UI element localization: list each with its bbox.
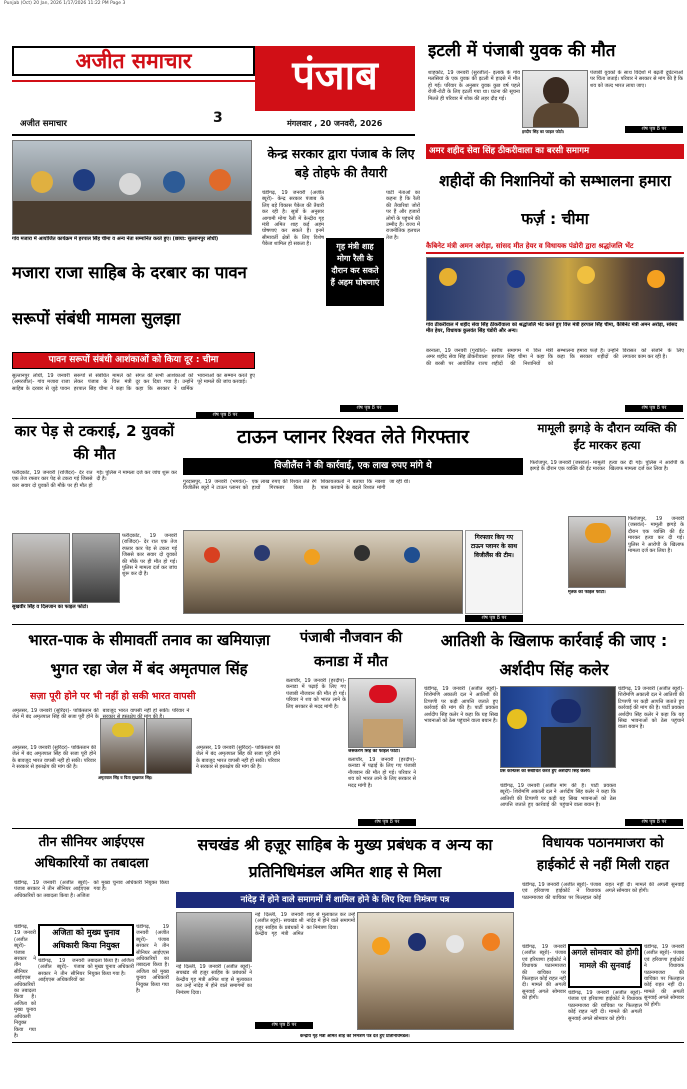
hazur-photo-main [357,912,514,1030]
ias-body-2: चंडीगढ़, 19 जनवरी (अजीत ब्यूरो)- पंजाब सरकार ने तीन सीनियर आईएएस अधिकारियों का तबादला किया है। अजिता को मुख्य चुनाव अधिकारी नियुक्त किया गया है। [14,924,36,1039]
vidhayak-body-4: चंडीगढ़, 19 जनवरी (अजीत ब्यूरो)- पंजाब एवं हरियाणा हाईकोर्ट ने विधायक पठानमाजरा की याचिका पर फिलहाल कोई राहत नहीं दी। मामले की अगली सुनवाई अगले सोमवार को होगी। [568,990,642,1022]
vidhayak-headline: विधायक पठानमाजरा को हाईकोर्ट से नहीं मिली राहत [536,835,670,873]
canada-continued: शेष पृष्ठ 8 पर [358,819,416,826]
canada-headline: पंजाबी नौजवान की कनाडा में मौत [299,630,403,670]
shahid-photo-caption: गांव ठीकरीवाल में शहीद सेवा सिंह ठीकरीवाला को श्रद्धांजलि भेंट करते हुए वित्त मंत्री हरपाल सिंह चीमा, कैबिनेट मंत्री अमन अरोड़ा, सांसद मीत हेयर, विधायक कुलवंत सिंह पंडोरी और अन्य। [426,322,678,334]
page-bottom-rule [12,1042,684,1043]
car-headline: कार पेड़ से टकराई, 2 युवकों की मौत [14,422,175,463]
hazur-photo-left [176,912,252,962]
row-rule-1 [12,418,684,419]
shahid-body: बरनाला, 19 जनवरी (गुरप्रीत)- अमर शहीद सेवा सिंह ठीकरीवाला की बरसी पर आयोजित राज्य स्तरीय समागम में वित्त मंत्री हरपाल सिंह चीमा ने कहा कि शहीदों की निशानियों को सम्भालना हमारा फर्ज़ है। उन्होंने कहा कि सरकार शहीदों की विरासत को संजोने के लिए लगातार काम कर रही है। [426,348,684,367]
masthead-bottom-rule [12,134,415,136]
atishi-body: चंडीगढ़, 19 जनवरी (अजीत ब्यूरो)- शिरोमणि अकाली दल ने आतिशी की टिप्पणी पर कड़ी आपत्ति जताते हुए कार्रवाई की मांग की है। पार्टी प्रवक्ता अर्शदीप सिंह कलेर ने कहा कि यह सिख भावनाओं को ठेस पहुंचाने वाला बयान है। [424,686,498,725]
row-rule-2 [12,624,684,625]
bharat-body-3: अमृतसर, 19 जनवरी (सुरिंदर)- पाकिस्तान की जेल में बंद अमृतपाल सिंह की सजा पूरी होने के बावजूद भारत वापसी नहीं हो सकी। परिवार ने सरकार से हस्तक्षेप की मांग की है। [196,745,280,771]
italy-headline: इटली में पंजाबी युवक की मौत [428,41,616,61]
vidhayak-body-2: चंडीगढ़, 19 जनवरी (अजीत ब्यूरो)- पंजाब एवं हरियाणा हाईकोर्ट ने विधायक पठानमाजरा की याचिका पर फिलहाल कोई राहत नहीं दी। मामले की अगली सुनवाई अगले सोमवार को होगी। [522,944,566,1002]
vidhayak-body: चंडीगढ़, 19 जनवरी (अजीत ब्यूरो)- पंजाब एवं हरियाणा हाईकोर्ट ने विधायक पठानमाजरा की याचिका पर फिलहाल कोई राहत नहीं दी। मामले की अगली सुनवाई अगले सोमवार को होगी। [522,882,684,901]
masthead-sub-brand: अजीत समाचार [20,119,67,129]
kendra-body-right: पार्टी नेताओं का कहना है कि रैली की तैयारियां जोरों पर हैं और हजारों लोगों के पहुंचने की उम्मीद है। राज्य में राजनीतिक हलचल तेज है। [386,190,420,241]
masthead-section-title: पंजाब [292,52,378,99]
hazur-body-2: नई दिल्ली, 19 जनवरी (अजीत ब्यूरो)- सचखंड श्री हज़ूर साहिब के प्रबंधकों ने केन्द्रीय गृह मंत्री अमित शाह से मुलाकात कर उन्हें नांदेड़ में होने वाले समागमों का निमंत्रण दिया। [255,912,355,938]
car-body-2: फरीदकोट, 19 जनवरी (राजिंदर)- देर रात एक तेज रफ्तार कार पेड़ से टकरा गई जिससे कार सवार दो युवकों की मौके पर ही मौत हो गई। पुलिस ने मामला दर्ज कर जांच शुरू कर दी है। [122,533,177,578]
italy-photo-caption: हरदीप सिंह का फाइल फोटो। [522,129,565,134]
italy-body-left: शाहकोट, 19 जनवरी (सुरजीत)- इलाके के गांव मलसियां के एक युवक की इटली में हादसे में मौत हो गई। परिवार के अनुसार युवक कुछ वर्ष पहले रोजी-रोटी के लिए इटली गया था। घटना की सूचना मिलते ही परिवार में शोक की लहर दौड़ गई। [428,70,520,102]
row-rule-3 [12,828,684,829]
masthead-red-block [255,46,415,111]
hazur-headline: सचखंड श्री हज़ूर साहिब के मुख्य प्रबंधक व अन्य का प्रतिनिधिमंडल अमित शाह से मिला [197,836,493,881]
hazur-continued: शेष पृष्ठ 8 पर [255,1022,313,1029]
akali-dal-logo [507,709,527,729]
bharat-photo-1 [100,718,145,774]
canada-body-2: बलाचौर, 19 जनवरी (हरदीप)- कनाडा में पढ़ाई के लिए गए पंजाबी नौजवान की मौत हो गई। परिवार ने शव को भारत लाने के लिए सरकार से मदद मांगी है। [348,757,416,789]
atishi-photo-caption: प्रेस कॉन्फ्रेंस को संबोधित करते हुए अर्शदीप सिंह कलेर। [500,769,591,774]
mamuli-body-2: फिरोजपुर, 19 जनवरी (जसवंत)- मामूली झगड़े के दौरान एक व्यक्ति की ईंट मारकर हत्या कर दी गई। पुलिस ने आरोपी के खिलाफ मामला दर्ज कर लिया है। [628,516,684,555]
majara-banner [12,352,255,369]
shahid-subhead: कैबिनेट मंत्री अमन अरोड़ा, सांसद मीत हेयर व विधायक पंडोरी द्वारा श्रद्धांजलि भेंट [426,242,634,250]
kendra-continued: शेष पृष्ठ 8 पर [340,405,398,412]
top-strip: Punjab (Oct) 20 Jan, 2026 1/17/2026 11:22 PM Page 3 [4,1,126,6]
ias-body-4: चंडीगढ़, 19 जनवरी (अजीत ब्यूरो)- पंजाब सरकार ने तीन सीनियर आईएएस अधिकारियों का तबादला किया है। अजिता को मुख्य चुनाव अधिकारी नियुक्त किया गया है। [38,958,134,984]
masthead-date: मंगलवार , 20 जनवरी, 2026 [287,119,383,128]
atishi-body-2: चंडीगढ़, 19 जनवरी (अजीत ब्यूरो)- शिरोमणि अकाली दल ने आतिशी की टिप्पणी पर कड़ी आपत्ति जताते हुए कार्रवाई की मांग की है। पार्टी प्रवक्ता अर्शदीप सिंह कलेर ने कहा कि यह सिख भावनाओं को ठेस पहुंचाने वाला बयान है। [618,686,684,731]
town-photo [183,530,463,614]
hazur-banner [176,892,514,908]
bharat-photo-2 [146,718,192,774]
atishi-headline: आतिशी के खिलाफ कार्रवाई की जाए : अर्शदीप सिंह कलेर [440,631,668,679]
canada-caption: जसकरण सिंह का फाइल फोटो। [348,749,401,754]
car-caption: सुखवीर सिंह व दिलजान का फाइल फोटो। [12,604,89,610]
ias-inset [38,924,134,956]
mamuli-headline: मामूली झगड़े के दौरान व्यक्ति की ईंट मारकर हत्या [537,421,677,452]
shahid-headline: शहीदों की निशानियों को सम्भालना हमारा फर्ज़ : चीमा [439,172,671,228]
town-photo-caption: गिरफ्तार किए गए टाऊन प्लानर के साथ विजीलैंस की टीम। [470,534,518,559]
bharat-subhead: सज़ा पूरी होने पर भी नहीं हो सकी भारत वापसी [30,691,196,702]
ias-body-3: चंडीगढ़, 19 जनवरी (अजीत ब्यूरो)- पंजाब सरकार ने तीन सीनियर आईएएस अधिकारियों का तबादला किया है। अजिता को मुख्य चुनाव अधिकारी नियुक्त किया गया है। [136,924,169,995]
hazur-body: नई दिल्ली, 19 जनवरी (अजीत ब्यूरो)- सचखंड श्री हज़ूर साहिब के प्रबंधकों ने केन्द्रीय गृह मंत्री अमित शाह से मुलाकात कर उन्हें नांदेड़ में होने वाले समागमों का निमंत्रण दिया। [176,964,252,996]
page-number: 3 [213,110,223,126]
kendra-headline: केन्द्र सरकार द्वारा पंजाब के लिए बड़े तोहफे की तैयारी [267,146,415,180]
majara-headline: मजारा राजा साहिब के दरबार का पावन सरूपों संबंधी मामला सुलझा [12,263,247,328]
town-subhead: विजीलैंस ने की कार्रवाई, एक लाख रुपए मांगे थे [274,461,432,471]
majara-body: सुल्तानपुर लोधी, 19 जनवरी (अमरजीत)- गांव मजारा राजा साहिब के दरबार से जुड़े पावन सरूपों से संबंधित मामले को लेकर पंजाब के वित्त मंत्री हरपाल सिंह चीमा ने कहा कि संगत की सभी आशंकाओं को दूर कर दिया गया है। उन्होंने कहा कि सरकार ने धार्मिक भावनाओं का सम्मान करते हुए पूरे मामले की जांच करवाई। [12,373,255,392]
shahid-kicker [426,144,684,159]
italy-photo [522,70,588,128]
town-headline: टाऊन प्लानर रिश्वत लेते गिरफ्तार [237,426,469,448]
bharat-body: अमृतसर, 19 जनवरी (सुरिंदर)- पाकिस्तान की जेल में बंद अमृतपाल सिंह की सजा पूरी होने के बावजूद भारत वापसी नहीं हो सकी। परिवार ने [12,708,190,721]
ias-headline: तीन सीनियर आईएएस अधिकारियों का तबादला [34,835,149,871]
shahid-kicker-text: अमर शहीद सेवा सिंह ठीकरीवाला का बरसी समागम [429,146,590,156]
bharat-headline: भारत-पाक के सीमावर्ती तनाव का खमियाज़ा भुगत रहा जेल में बंद अमृतपाल सिंह [28,631,270,678]
ias-inset-text: अजिता को मुख्य चुनाव अधिकारी किया नियुक्त [52,928,120,950]
hazur-banner-text: नांदेड़ में होने वाले समागमों में शामिल होने के लिए दिया निमंत्रण पत्र [240,895,450,905]
majara-continued: शेष पृष्ठ 8 पर [196,412,254,419]
shahid-subhead-bar [426,240,684,254]
kendra-body-left: चंडीगढ़, 19 जनवरी (अजीत ब्यूरो)- केन्द्र सरकार पंजाब के लिए बड़े विकास पैकेज की तैयारी कर रही है। सूत्रों के अनुसार आगामी मोगा रैली में केन्द्रीय गृह मंत्री अमित शाह कई अहम घोषणाएं कर सकते हैं। इनमें सीमावर्ती क्षेत्रों के लिए विशेष पैकेज शामिल हो सकता है। [262,190,324,248]
kendra-inset [326,238,384,306]
vidhayak-inset [568,944,642,988]
majara-banner-text: पावन सरूपों संबंधी आशंकाओं को किया दूर : चीमा [48,355,219,365]
masthead-brand: अजीत समाचार [75,48,192,73]
photo-leaders-meeting [12,140,252,235]
atishi-continued: शेष पृष्ठ 8 पर [625,819,683,826]
town-subhead-bar [183,458,523,475]
canada-photo [348,678,416,748]
kendra-inset-headline: गृह मंत्री शाह मोगा रैली के दौरान कर सकते हैं अहम घोषणाएं [330,242,380,287]
shahid-continued: शेष पृष्ठ 8 पर [625,405,683,412]
bharat-caption: अमृतपाल सिंह व पिता सुखराज सिंह। [98,775,153,780]
mamuli-photo [568,516,626,588]
vidhayak-body-3: चंडीगढ़, 19 जनवरी (अजीत ब्यूरो)- पंजाब एवं हरियाणा हाईकोर्ट ने विधायक पठानमाजरा की याचिका पर फिलहाल कोई राहत नहीं दी। मामले की अगली सुनवाई अगले सोमवार को होगी। [644,944,684,1008]
car-photo-2 [72,533,120,603]
bharat-body-2: अमृतसर, 19 जनवरी (सुरिंदर)- पाकिस्तान की जेल में बंद अमृतपाल सिंह की सजा पूरी होने के बावजूद भारत वापसी नहीं हो सकी। परिवार ने सरकार से हस्तक्षेप की मांग की है। [12,745,96,771]
atishi-photo [500,686,616,768]
atishi-body-3: चंडीगढ़, 19 जनवरी (अजीत ब्यूरो)- शिरोमणि अकाली दल ने आतिशी की टिप्पणी पर कड़ी आपत्ति जताते हुए कार्रवाई की मांग की है। पार्टी प्रवक्ता अर्शदीप सिंह कलेर ने कहा कि यह सिख भावनाओं को ठेस पहुंचाने वाला बयान है। [500,783,616,809]
italy-continued: शेष पृष्ठ 8 पर [625,126,683,133]
town-photo-caption-box [465,530,523,614]
town-continued: शेष पृष्ठ 8 पर [465,615,523,622]
vidhayak-inset-text: अगले सोमवार को होगी मामले की सुनवाई [571,948,639,970]
italy-body-right: पंजाबी युवकों के साथ विदेशों में बढ़ती दुर्घटनाओं पर चिंता जताई। परिवार ने सरकार से मांग की है कि शव को जल्द भारत लाया जाए। [590,70,683,89]
photo-leaders-caption: गांव मजारा में आयोजित कार्यक्रम में हरपाल सिंह चीमा व अन्य नेता सम्मानित करते हुए। (छाया: सुल्तानपुर लोधी) [12,236,219,242]
mamuli-caption: मृतक का फाइल फोटो। [568,590,606,595]
town-body: गुरदासपुर, 19 जनवरी (भगवंत)- विजीलैंस ब्यूरो ने टाऊन प्लानर को एक लाख रुपए की रिश्वत लेते रंगे हाथों गिरफ्तार किया है। शिकायतकर्ता ने बताया कि नक्शा पास करवाने के बदले रिश्वत मांगी जा रही थी। [183,479,410,492]
mamuli-body: फिरोजपुर, 19 जनवरी (जसवंत)- मामूली झगड़े के दौरान एक व्यक्ति की ईंट मारकर हत्या कर दी गई। पुलिस ने आरोपी के खिलाफ मामला दर्ज कर लिया है। [530,460,684,473]
masthead-rule [12,80,255,82]
ias-body: चंडीगढ़, 19 जनवरी (अजीत ब्यूरो)- पंजाब सरकार ने तीन सीनियर आईएएस अधिकारियों का तबादला किया है। अजिता को मुख्य चुनाव अधिकारी नियुक्त किया गया है। [14,880,169,899]
hazur-caption: केन्द्रीय गृह मंत्री अमित शाह को निमंत्रण पत्र देते हुए प्रतिनिधिमंडल। [300,1034,410,1039]
car-photo-1 [12,533,70,603]
car-body: फरीदकोट, 19 जनवरी (राजिंदर)- देर रात एक तेज रफ्तार कार पेड़ से टकरा गई जिससे कार सवार दो युवकों की मौके पर ही मौत हो गई। पुलिस ने मामला दर्ज कर जांच शुरू कर दी है। [12,470,177,489]
canada-body: बलाचौर, 19 जनवरी (हरदीप)- कनाडा में पढ़ाई के लिए गए पंजाबी नौजवान की मौत हो गई। परिवार ने शव को भारत लाने के लिए सरकार से मदद मांगी है। [286,678,346,710]
masthead [12,46,255,76]
shahid-photo [426,257,684,321]
